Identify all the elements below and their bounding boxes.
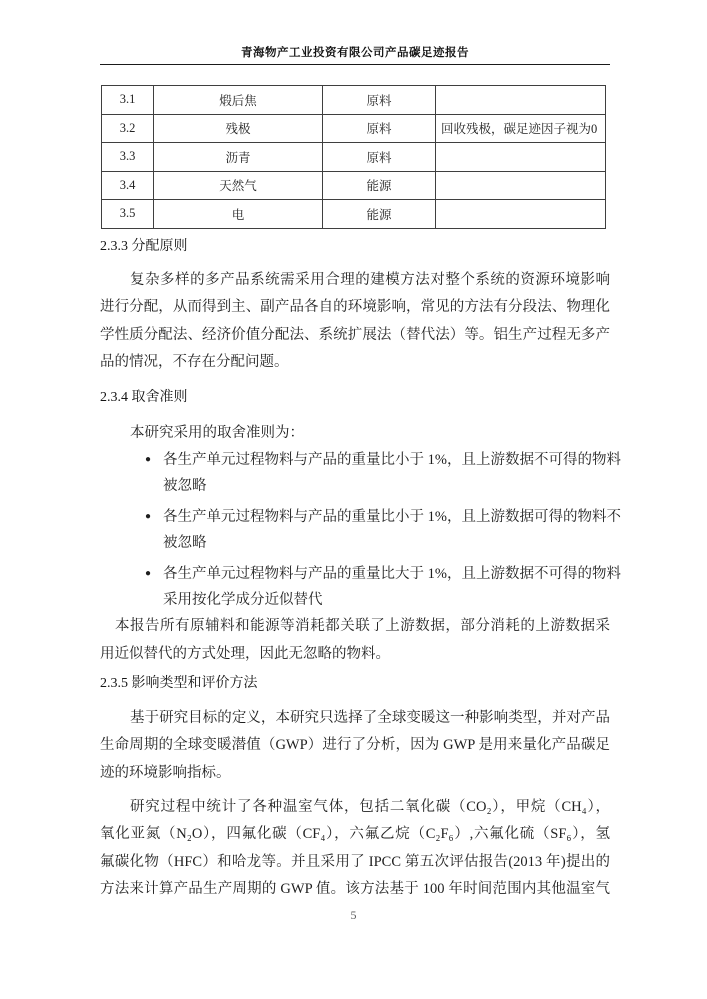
section-heading-2-3-5: 2.3.5 影响类型和评价方法 xyxy=(100,675,258,691)
bullet-line xyxy=(100,561,621,587)
bullet-icon: ● xyxy=(145,511,152,522)
category-cell: 能源 xyxy=(323,200,436,229)
bullet-text-continued: 被忽略 xyxy=(163,478,207,494)
category-cell: 原料 xyxy=(323,86,436,115)
category-cell: 原料 xyxy=(323,114,436,143)
table-row xyxy=(102,200,606,229)
text-line: 迹的环境影响指标。 xyxy=(100,764,231,781)
paragraph-impact-type xyxy=(100,705,610,788)
note-cell xyxy=(436,86,606,115)
table-row xyxy=(102,86,606,115)
row-number-cell: 3.3 xyxy=(102,143,154,172)
row-number-cell: 3.4 xyxy=(102,171,154,200)
list-item xyxy=(100,561,621,613)
text-line: 学性质分配法、经济价值分配法、系统扩展法（替代法）等。铝生产过程无多产 xyxy=(100,326,610,343)
list-item xyxy=(100,504,621,556)
text-line: 复杂多样的多产品系统需采用合理的建模方法对整个系统的资源环境影响 xyxy=(130,271,610,288)
bullet-line xyxy=(100,504,621,530)
material-name-cell: 电 xyxy=(154,200,323,229)
bullet-icon: ● xyxy=(145,568,152,579)
text-line: 生命周期的全球变暖潜值（GWP）进行了分析，因为 GWP 是用来量化产品碳足 xyxy=(100,737,610,753)
row-number-cell: 3.5 xyxy=(102,200,154,229)
bullet-line xyxy=(100,447,621,473)
paragraph-ghg-list xyxy=(100,794,610,904)
page-number: 5 xyxy=(350,908,357,922)
material-name-cell: 天然气 xyxy=(154,171,323,200)
note-cell: 回收残极，碳足迹因子视为0 xyxy=(436,114,606,143)
cutoff-criteria-list xyxy=(100,447,621,613)
bullet-text: 各生产单元过程物料与产品的重量比小于 1%，且上游数据不可得的物料 xyxy=(163,452,621,468)
row-number-cell: 3.1 xyxy=(102,86,154,115)
text-line: 品的情况，不存在分配问题。 xyxy=(100,354,289,370)
note-cell xyxy=(436,171,606,200)
note-cell xyxy=(436,143,606,172)
text-line: 方法来计算产品生产周期的 GWP 值。该方法基于 100 年时间范围内其他温室气 xyxy=(100,881,610,897)
page-header-title: 青海物产工业投资有限公司产品碳足迹报告 xyxy=(100,46,610,65)
table-row xyxy=(102,114,606,143)
text-line: 用近似替代的方式处理，因此无忽略的物料。 xyxy=(100,645,390,662)
row-number-cell: 3.2 xyxy=(102,114,154,143)
bullet-text-continued: 采用按化学成分近似替代 xyxy=(163,592,323,608)
bullet-text: 各生产单元过程物料与产品的重量比大于 1%，且上游数据不可得的物料 xyxy=(163,566,621,582)
text-line: 研究过程中统计了各种温室气体，包括二氧化碳（CO₂），甲烷（CH₄）， xyxy=(130,798,610,815)
text-line: 进行分配，从而得到主、副产品各自的环境影响，常见的方法有分段法、物理化 xyxy=(100,299,610,315)
cutoff-intro-line: 本研究采用的取舍准则为： xyxy=(130,424,304,441)
bullet-text-continued: 被忽略 xyxy=(163,535,207,551)
text-line: 氧化亚氮（N₂O），四氟化碳（CF₄），六氟乙烷（C₂F₆）,六氟化硫（SF₆），氢 xyxy=(100,826,610,842)
bullet-text: 各生产单元过程物料与产品的重量比小于 1%，且上游数据可得的物料不 xyxy=(163,509,621,525)
table-row xyxy=(102,171,606,200)
list-item xyxy=(100,447,621,499)
materials-table xyxy=(101,85,606,229)
text-line: 氟碳化物（HFC）和哈龙等。并且采用了 IPCC 第五次评估报告(2013 年)提出的 xyxy=(100,853,610,870)
table-row xyxy=(102,143,606,172)
paragraph-allocation xyxy=(100,267,610,377)
text-line: 本报告所有原辅料和能源等消耗都关联了上游数据，部分消耗的上游数据采 xyxy=(115,618,610,634)
section-heading-2-3-4: 2.3.4 取舍准则 xyxy=(100,389,188,405)
material-name-cell: 煅后焦 xyxy=(154,86,323,115)
note-cell xyxy=(436,200,606,229)
paragraph-cutoff-summary xyxy=(100,613,610,668)
document-body xyxy=(100,237,621,904)
material-name-cell: 沥青 xyxy=(154,143,323,172)
text-line: 基于研究目标的定义，本研究只选择了全球变暖这一种影响类型，并对产品 xyxy=(130,709,610,726)
section-heading-2-3-3: 2.3.3 分配原则 xyxy=(100,238,188,254)
category-cell: 能源 xyxy=(323,171,436,200)
bullet-icon: ● xyxy=(145,454,152,465)
material-name-cell: 残极 xyxy=(154,114,323,143)
category-cell: 原料 xyxy=(323,143,436,172)
